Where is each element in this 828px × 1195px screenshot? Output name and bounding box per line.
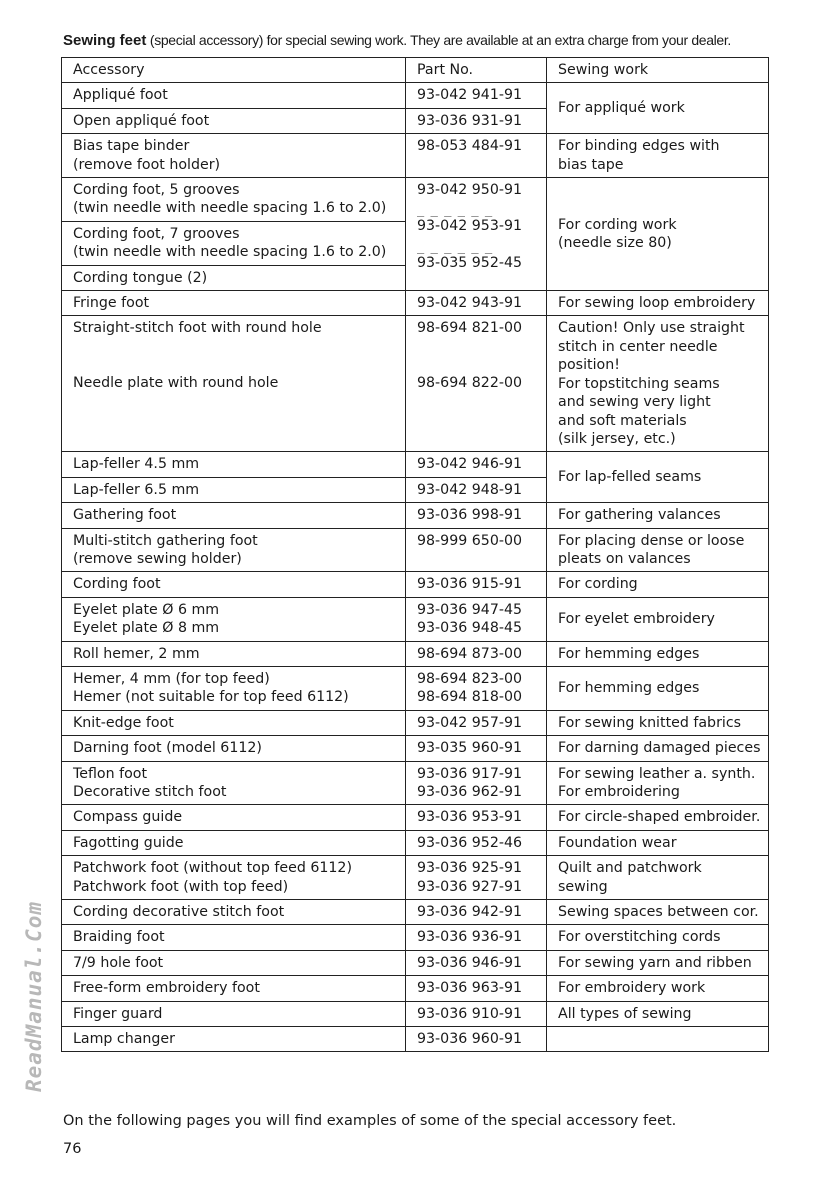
sewing-work-cell: For overstitching cords — [547, 925, 769, 950]
part-no-cell: 93-042 941-91 — [406, 83, 547, 108]
part-no-cell: 98-694 821-00 98-694 822-00 — [406, 316, 547, 452]
sewing-work-cell: For eyelet embroidery — [547, 597, 769, 641]
footer-text: On the following pages you will find examples of some of the special accessory feet. — [63, 1113, 677, 1129]
dash-separator: _ _ _ _ _ _ — [417, 238, 494, 254]
sewing-work-cell: Foundation wear — [547, 830, 769, 855]
table-header-row — [62, 58, 769, 83]
table-row — [62, 666, 769, 710]
accessory-cell: Lap-feller 6.5 mm — [62, 477, 406, 502]
accessory-cell: Darning foot (model 6112) — [62, 736, 406, 761]
accessory-cell: Fagotting guide — [62, 830, 406, 855]
part-no-cell: 93-036 910-91 — [406, 1001, 547, 1026]
sewing-work-cell: For cording — [547, 572, 769, 597]
part-no-cell: 93-036 947-45 93-036 948-45 — [406, 597, 547, 641]
accessory-cell: Compass guide — [62, 805, 406, 830]
sewing-work-cell: All types of sewing — [547, 1001, 769, 1026]
part-no-cell: 93-036 963-91 — [406, 976, 547, 1001]
table-row — [62, 830, 769, 855]
sewing-work-cell: For hemming edges — [547, 666, 769, 710]
part-no-cell: 98-694 873-00 — [406, 641, 547, 666]
accessory-cell: Gathering foot — [62, 503, 406, 528]
part-no-cell: 93-036 953-91 — [406, 805, 547, 830]
header-sewing-work: Sewing work — [547, 58, 769, 83]
accessory-cell: Finger guard — [62, 1001, 406, 1026]
table-row — [62, 83, 769, 108]
sewing-work-cell: For placing dense or loose pleats on valances — [547, 528, 769, 572]
accessory-cell: Hemer, 4 mm (for top feed) Hemer (not suitable for top feed 6112) — [62, 666, 406, 710]
part-no-cell: 98-053 484-91 — [406, 134, 547, 178]
part-no-cell: 93-035 960-91 — [406, 736, 547, 761]
part-no-cell: 93-036 917-91 93-036 962-91 — [406, 761, 547, 805]
page-number: 76 — [63, 1141, 82, 1157]
accessory-cell: Eyelet plate Ø 6 mm Eyelet plate Ø 8 mm — [62, 597, 406, 641]
accessory-cell: Cording foot, 5 grooves (twin needle with needle spacing 1.6 to 2.0) — [62, 178, 406, 222]
accessory-cell: Free-form embroidery foot — [62, 976, 406, 1001]
part-no-cell: 93-036 952-46 — [406, 830, 547, 855]
table-row — [62, 291, 769, 316]
table-row — [62, 597, 769, 641]
part-no-cell: 93-036 998-91 — [406, 503, 547, 528]
sewing-work-cell: For sewing leather a. synth. For embroidering — [547, 761, 769, 805]
part-no-cell: 93-036 936-91 — [406, 925, 547, 950]
table-row — [62, 178, 769, 222]
accessory-cell: Cording tongue (2) — [62, 265, 406, 290]
accessory-cell: Cording foot, 7 grooves (twin needle with needle spacing 1.6 to 2.0) — [62, 221, 406, 265]
sewing-work-cell: For circle-shaped embroider. — [547, 805, 769, 830]
part-no-cell: 93-042 943-91 — [406, 291, 547, 316]
part-no-cell: 93-036 946-91 — [406, 950, 547, 975]
intro-description: (special accessory) for special sewing work. They are available at an extra charge from your dealer. — [149, 32, 731, 48]
part-no-cell: 98-694 823-00 98-694 818-00 — [406, 666, 547, 710]
accessory-table — [61, 57, 769, 1052]
sewing-work-cell: For hemming edges — [547, 641, 769, 666]
table-row — [62, 1001, 769, 1026]
sewing-work-cell: For sewing knitted fabrics — [547, 710, 769, 735]
part-no-cell: 93-042 957-91 — [406, 710, 547, 735]
sewing-work-cell: For sewing yarn and ribben — [547, 950, 769, 975]
accessory-cell: Appliqué foot — [62, 83, 406, 108]
part-no-cell: 93-036 960-91 — [406, 1027, 547, 1052]
part-no-cell: 93-042 946-91 — [406, 452, 547, 477]
accessory-cell: Cording foot — [62, 572, 406, 597]
table-row — [62, 528, 769, 572]
accessory-cell: Knit-edge foot — [62, 710, 406, 735]
table-row — [62, 134, 769, 178]
accessory-cell: Patchwork foot (without top feed 6112) Patchwork foot (with top feed) — [62, 856, 406, 900]
accessory-cell: Teflon foot Decorative stitch foot — [62, 761, 406, 805]
sewing-work-cell: For appliqué work — [547, 83, 769, 134]
part-no-cell: 93-036 915-91 — [406, 572, 547, 597]
part-no-cell: 93-036 942-91 — [406, 900, 547, 925]
sewing-work-cell: For cording work (needle size 80) — [547, 178, 769, 291]
sewing-work-cell: For sewing loop embroidery — [547, 291, 769, 316]
table-row — [62, 976, 769, 1001]
sewing-work-cell: For darning damaged pieces — [547, 736, 769, 761]
table-row — [62, 503, 769, 528]
accessory-cell: Multi-stitch gathering foot (remove sewing holder) — [62, 528, 406, 572]
table-row — [62, 761, 769, 805]
dash-separator: _ _ _ _ _ _ — [417, 202, 494, 218]
table-row — [62, 641, 769, 666]
watermark-text: ReadManual.Com — [22, 900, 46, 1092]
sewing-work-cell: For gathering valances — [547, 503, 769, 528]
sewing-work-cell: For binding edges with bias tape — [547, 134, 769, 178]
sewing-work-cell — [547, 1027, 769, 1052]
intro-text — [63, 32, 783, 49]
part-no-cell: 93-042 948-91 — [406, 477, 547, 502]
header-accessory: Accessory — [62, 58, 406, 83]
intro-title: Sewing feet — [63, 32, 147, 49]
sewing-work-cell: Caution! Only use straight stitch in center needle position! For topstitching seams and sewing very light and soft materials (silk jersey, etc.) — [547, 316, 769, 452]
header-part-no: Part No. — [406, 58, 547, 83]
accessory-cell: Cording decorative stitch foot — [62, 900, 406, 925]
accessory-cell: Open appliqué foot — [62, 108, 406, 133]
part-no-cell: 98-999 650-00 — [406, 528, 547, 572]
part-no-cell: 93-036 931-91 — [406, 108, 547, 133]
part-no-cell: 93-036 925-91 93-036 927-91 — [406, 856, 547, 900]
sewing-work-cell: For lap-felled seams — [547, 452, 769, 503]
part-no-cell: 93-042 950-91 _ _ _ _ _ _ 93-042 953-91 _ _ _ _ _ _ 93-035 952-45 — [406, 178, 547, 291]
table-row — [62, 900, 769, 925]
table-row — [62, 452, 769, 477]
accessory-cell: Braiding foot — [62, 925, 406, 950]
sewing-work-cell: Quilt and patchwork sewing — [547, 856, 769, 900]
accessory-cell: Roll hemer, 2 mm — [62, 641, 406, 666]
accessory-cell: Lamp changer — [62, 1027, 406, 1052]
table-row — [62, 856, 769, 900]
table-row — [62, 736, 769, 761]
accessory-cell: 7/9 hole foot — [62, 950, 406, 975]
accessory-cell: Fringe foot — [62, 291, 406, 316]
sewing-work-cell: For embroidery work — [547, 976, 769, 1001]
table-row — [62, 710, 769, 735]
accessory-cell: Straight-stitch foot with round hole Needle plate with round hole — [62, 316, 406, 452]
table-row — [62, 805, 769, 830]
table-row — [62, 572, 769, 597]
sewing-work-cell: Sewing spaces between cor. — [547, 900, 769, 925]
accessory-cell: Lap-feller 4.5 mm — [62, 452, 406, 477]
table-row — [62, 950, 769, 975]
table-row — [62, 925, 769, 950]
table-row — [62, 1027, 769, 1052]
accessory-cell: Bias tape binder (remove foot holder) — [62, 134, 406, 178]
